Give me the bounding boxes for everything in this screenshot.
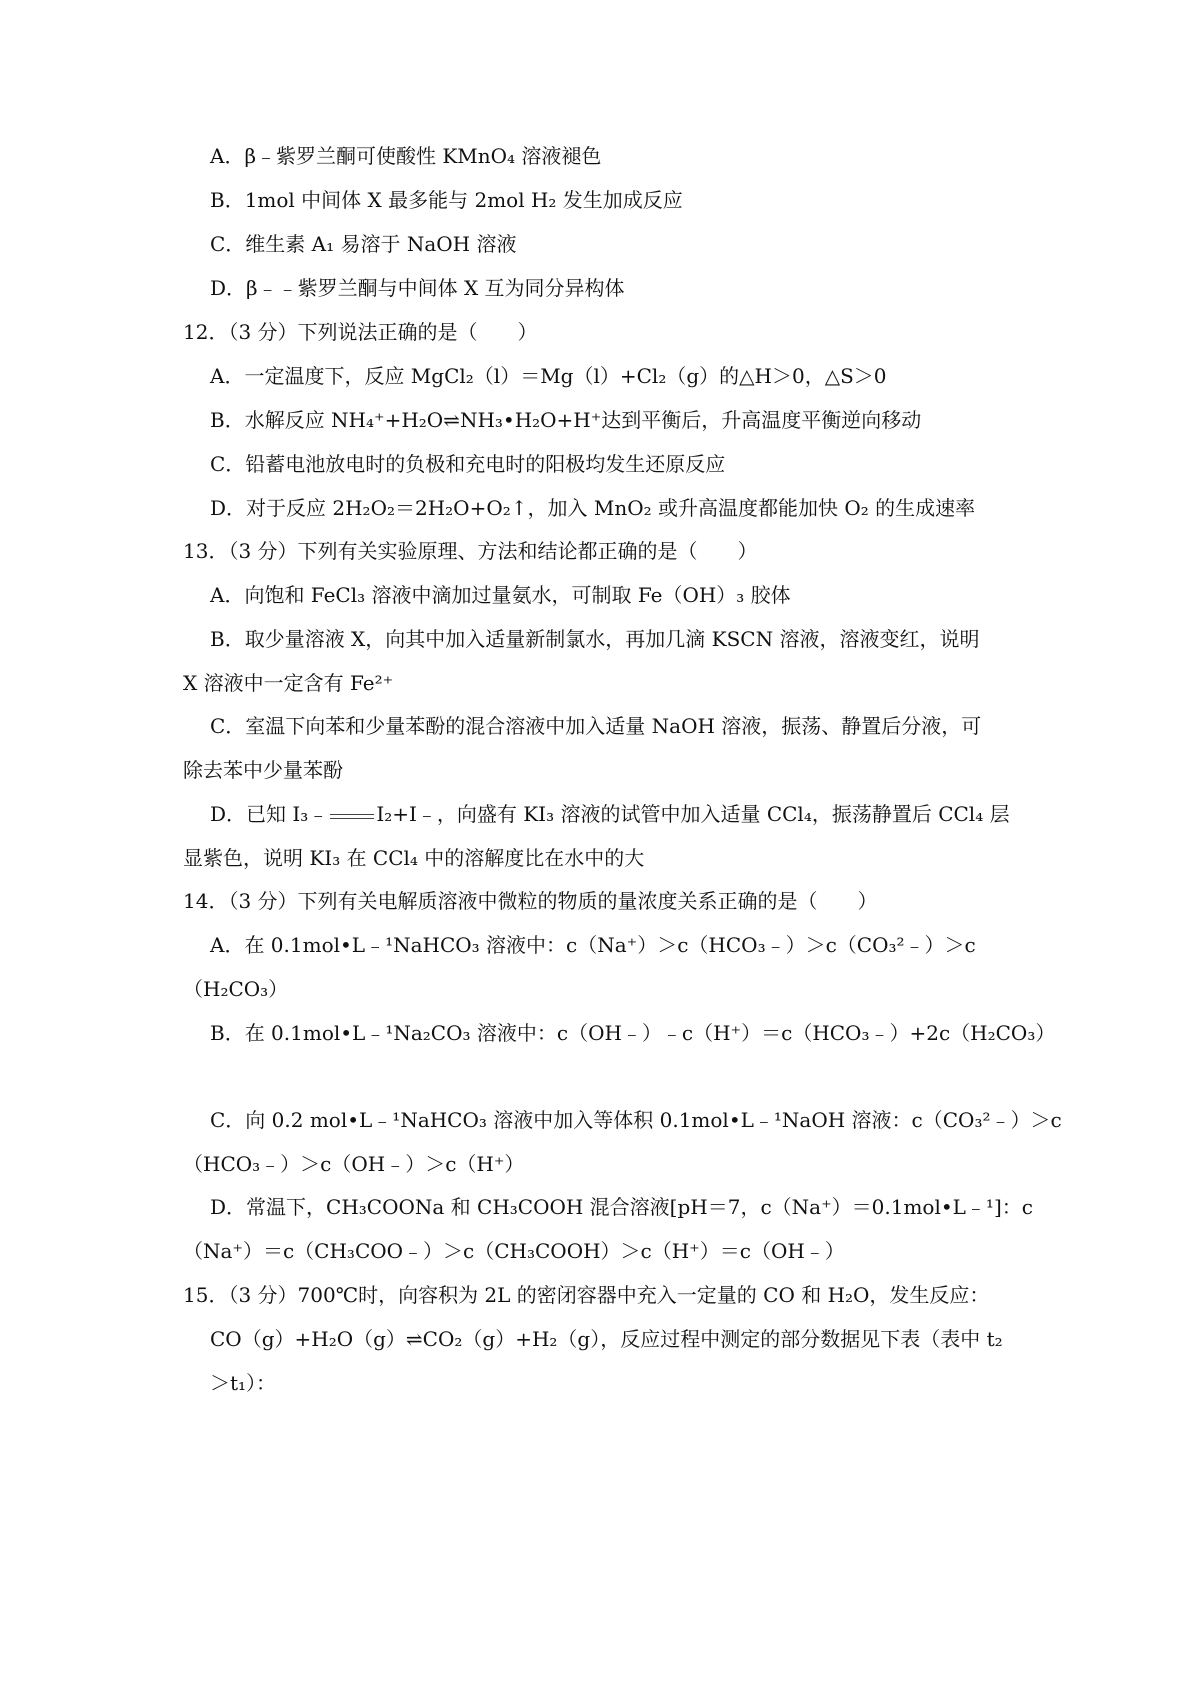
q12-option-b: B．水解反应 NH₄⁺+H₂O⇌NH₃•H₂O+H⁺达到平衡后，升高温度平衡逆向移动 [210, 408, 922, 432]
q13-option-d-line2: 显紫色，说明 KI₃ 在 CCl₄ 中的溶解度比在水中的大 [183, 846, 645, 870]
q13-option-d-prefix: D．已知 I₃﹣ [210, 802, 329, 826]
q15-stem-line1: 15．（3 分）700℃时，向容积为 2L 的密闭容器中充入一定量的 CO 和 H₂O，发生反应： [183, 1283, 990, 1307]
q13-option-d-line1 [210, 800, 1010, 828]
q14-option-a-line2: （H₂CO₃） [183, 977, 289, 1001]
q14-option-c-line2: （HCO₃﹣）＞c（OH﹣）＞c（H⁺） [183, 1152, 525, 1176]
q14-stem: 14．（3 分）下列有关电解质溶液中微粒的物质的量浓度关系正确的是（ ） [183, 889, 878, 913]
q13-option-d-suffix: I₂+I﹣，向盛有 KI₃ 溶液的试管中加入适量 CCl₄，振荡静置后 CCl₄ 层 [376, 802, 1010, 826]
q14-option-c-line1: C．向 0.2 mol•L﹣¹NaHCO₃ 溶液中加入等体积 0.1mol•L﹣¹NaOH 溶液：c（CO₃²﹣）＞c [210, 1108, 1062, 1132]
q13-option-a: A．向饱和 FeCl₃ 溶液中滴加过量氨水，可制取 Fe（OH）₃ 胶体 [210, 583, 791, 607]
equilibrium-arrow-icon [330, 811, 374, 821]
q14-option-a-line1: A．在 0.1mol•L﹣¹NaHCO₃ 溶液中：c（Na⁺）＞c（HCO₃﹣）＞c（CO₃²﹣）＞c [210, 933, 976, 957]
q13-option-c-line2: 除去苯中少量苯酚 [183, 758, 343, 782]
q12-option-c: C．铅蓄电池放电时的负极和充电时的阳极均发生还原反应 [210, 452, 726, 476]
q14-option-d-line2: （Na⁺）＝c（CH₃COO﹣）＞c（CH₃COOH）＞c（H⁺）＝c（OH﹣） [183, 1239, 845, 1263]
q11-option-d: D．β﹣﹣紫罗兰酮与中间体 X 互为同分异构体 [210, 276, 625, 300]
q13-stem: 13．（3 分）下列有关实验原理、方法和结论都正确的是（ ） [183, 539, 758, 563]
q15-stem-line3: ＞t₁）： [210, 1371, 277, 1395]
q12-option-d: D．对于反应 2H₂O₂＝2H₂O+O₂↑，加入 MnO₂ 或升高温度都能加快 O₂ 的生成速率 [210, 496, 976, 520]
q13-option-c-line1: C．室温下向苯和少量苯酚的混合溶液中加入适量 NaOH 溶液，振荡、静置后分液，可 [210, 714, 982, 738]
q13-option-b-line2: X 溶液中一定含有 Fe²⁺ [183, 671, 394, 695]
q11-option-a: A．β﹣紫罗兰酮可使酸性 KMnO₄ 溶液褪色 [210, 144, 602, 168]
q14-option-b: B．在 0.1mol•L﹣¹Na₂CO₃ 溶液中：c（OH﹣）﹣c（H⁺）＝c（HCO₃﹣）+2c（H₂CO₃） [210, 1021, 1056, 1045]
q11-option-c: C．维生素 A₁ 易溶于 NaOH 溶液 [210, 232, 517, 256]
q12-stem: 12．（3 分）下列说法正确的是（ ） [183, 320, 538, 344]
q13-option-b-line1: B．取少量溶液 X，向其中加入适量新制氯水，再加几滴 KSCN 溶液，溶液变红，说明 [210, 627, 980, 651]
q15-stem-line2: CO（g）+H₂O（g）⇌CO₂（g）+H₂（g），反应过程中测定的部分数据见下表（表中 t₂ [210, 1327, 1003, 1351]
q11-option-b: B．1mol 中间体 X 最多能与 2mol H₂ 发生加成反应 [210, 188, 683, 212]
q12-option-a: A．一定温度下，反应 MgCl₂（l）＝Mg（l）+Cl₂（g）的△H＞0，△S＞0 [210, 364, 887, 388]
q14-option-d-line1: D．常温下，CH₃COONa 和 CH₃COOH 混合溶液[pH＝7，c（Na⁺）＝0.1mol•L﹣¹]：c [210, 1195, 1033, 1219]
